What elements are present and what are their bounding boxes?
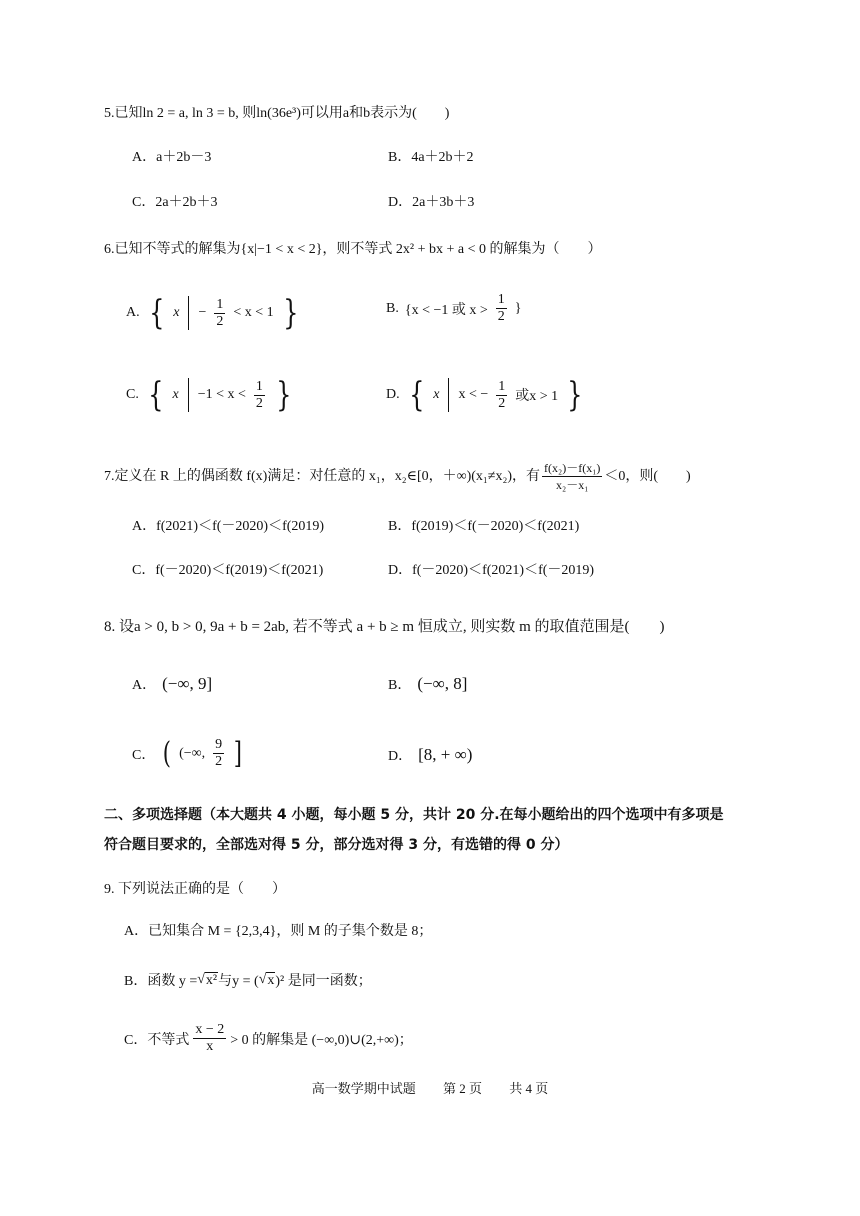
option-label: C． xyxy=(132,747,156,763)
set-bar xyxy=(188,296,189,330)
q5-option-b[interactable]: B．4a＋2b＋2 xyxy=(388,150,474,165)
q9-option-a[interactable]: A．已知集合 M = {2,3,4}，则 M 的子集个数是 8； xyxy=(124,924,433,939)
footer-total: 共 4 页 xyxy=(509,1081,549,1096)
set-bar xyxy=(188,378,189,412)
q6-option-a[interactable] xyxy=(126,293,301,333)
q8-option-d[interactable] xyxy=(388,745,472,765)
section2-header-line1: 二、多项选择题（本大题共 4 小题，每小题 5 分，共计 20 分.在每小题给出的四个选项中有多项是 xyxy=(104,807,724,823)
option-text: B．函数 y = xyxy=(124,974,198,989)
fraction: $\frac{1}{2}$ xyxy=(498,378,506,411)
option-label: B． xyxy=(388,678,412,693)
difference-quotient: $\frac{\text{f(x₂)－f(x₁)}}{\text{x₂－x₁}}$ xyxy=(544,461,601,492)
left-brace: { xyxy=(148,375,164,415)
set-bar xyxy=(448,378,449,412)
option-label: A． xyxy=(132,678,157,693)
fraction: $\frac{x - 2}{x}$ xyxy=(195,1022,225,1054)
option-text-tail: )² 是同一函数； xyxy=(275,974,372,989)
set-variable: x xyxy=(433,387,440,402)
right-brace: } xyxy=(282,293,299,333)
q8-option-b[interactable] xyxy=(388,674,467,694)
q5-option-c[interactable]: C．2a＋2b＋3 xyxy=(132,195,218,210)
q8-option-a[interactable] xyxy=(132,674,212,694)
right-bracket: ] xyxy=(233,735,243,771)
option-label: B. xyxy=(386,300,399,316)
set-variable: x xyxy=(172,387,179,402)
q5-option-a[interactable]: A．a＋2b－3 xyxy=(132,150,212,165)
q8-stem: 8. 设a > 0, b > 0, 9a + b = 2ab, 若不等式 a + b ≥ m 恒成立, 则实数 m 的取值范围是( ) xyxy=(104,619,665,635)
option-text: C．不等式 xyxy=(124,1032,190,1048)
set-text: {x < −1 或 x > xyxy=(404,302,488,318)
page-footer xyxy=(0,1078,860,1097)
fraction: $\frac{9}{2}$ xyxy=(215,737,223,769)
q5-option-d[interactable]: D．2a＋3b＋3 xyxy=(388,195,475,210)
footer-title: 高一数学期中试题 xyxy=(311,1081,416,1096)
q9-stem: 9. 下列说法正确的是（ ） xyxy=(104,882,286,897)
closing-brace: } xyxy=(514,300,522,316)
set-variable: x xyxy=(173,305,180,320)
left-brace: { xyxy=(148,293,165,333)
inequality-text: < x < 1 xyxy=(233,305,274,320)
q6-option-c[interactable] xyxy=(126,375,295,415)
option-label: C. xyxy=(126,387,139,402)
q7-stem-tail: ＜0，则( ) xyxy=(604,468,691,484)
option-label: A. xyxy=(126,305,140,320)
q5-stem: 5.已知ln 2 = a, ln 3 = b, 则ln(36e³)可以用a和b表示为( ) xyxy=(104,106,450,121)
q6-option-b[interactable] xyxy=(386,292,521,325)
section2-header-line2: 符合题目要求的，全部选对得 5 分，部分选对得 3 分，有选错的得 0 分） xyxy=(104,837,569,853)
option-text-mid: 与y = ( xyxy=(218,974,259,989)
left-brace: { xyxy=(408,375,425,415)
interval: (−∞, 8] xyxy=(417,674,468,693)
right-brace: } xyxy=(567,375,583,415)
option-label: D. xyxy=(386,387,400,402)
left-paren: ( xyxy=(163,735,172,771)
fraction: $\frac{1}{2}$ xyxy=(216,296,224,329)
q7-option-a[interactable]: A．f(2021)＜f(－2020)＜f(2019) xyxy=(132,519,325,534)
q6-stem: 6.已知不等式的解集为{x|−1 < x < 2}，则不等式 2x² + bx + a < 0 的解集为（ ） xyxy=(104,242,602,257)
interval: [8, + ∞) xyxy=(418,745,473,764)
inequality-text-2: 或x > 1 xyxy=(515,389,559,404)
sqrt-icon: √ xyxy=(258,972,267,987)
q6-option-d[interactable] xyxy=(386,375,586,415)
q7-stem-text: 7.定义在 R 上的偶函数 f(x)满足：对任意的 x₁，x₂∈[0，＋∞)(x₁≠x₂)，有 xyxy=(104,468,541,484)
interval: (−∞, 9] xyxy=(162,674,213,693)
q7-stem xyxy=(104,460,691,493)
q8-option-c[interactable] xyxy=(132,737,244,770)
right-brace: } xyxy=(276,375,292,415)
interval-start: (−∞, xyxy=(179,745,206,761)
radicand: x² xyxy=(205,972,218,988)
fraction: $\frac{1}{2}$ xyxy=(255,378,263,411)
q7-option-d[interactable]: D．f(－2020)＜f(2021)＜f(－2019) xyxy=(388,563,595,578)
option-text-tail: > 0 的解集是 (−∞,0)∪(2,+∞)； xyxy=(230,1032,413,1048)
minus-sign: − xyxy=(198,305,207,320)
q9-option-b[interactable] xyxy=(124,970,372,990)
fraction: $\frac{1}{2}$ xyxy=(497,292,505,324)
sqrt-icon: √ xyxy=(197,972,205,987)
inequality-text: −1 < x < xyxy=(197,387,246,402)
option-label: D． xyxy=(388,749,413,764)
footer-page: 第 2 页 xyxy=(442,1081,482,1096)
q7-option-c[interactable]: C．f(－2020)＜f(2019)＜f(2021) xyxy=(132,563,324,578)
radicand: x xyxy=(267,972,275,988)
inequality-text: x < − xyxy=(458,387,489,402)
q9-option-c[interactable] xyxy=(124,1022,413,1055)
q7-option-b[interactable]: B．f(2019)＜f(－2020)＜f(2021) xyxy=(388,519,580,534)
